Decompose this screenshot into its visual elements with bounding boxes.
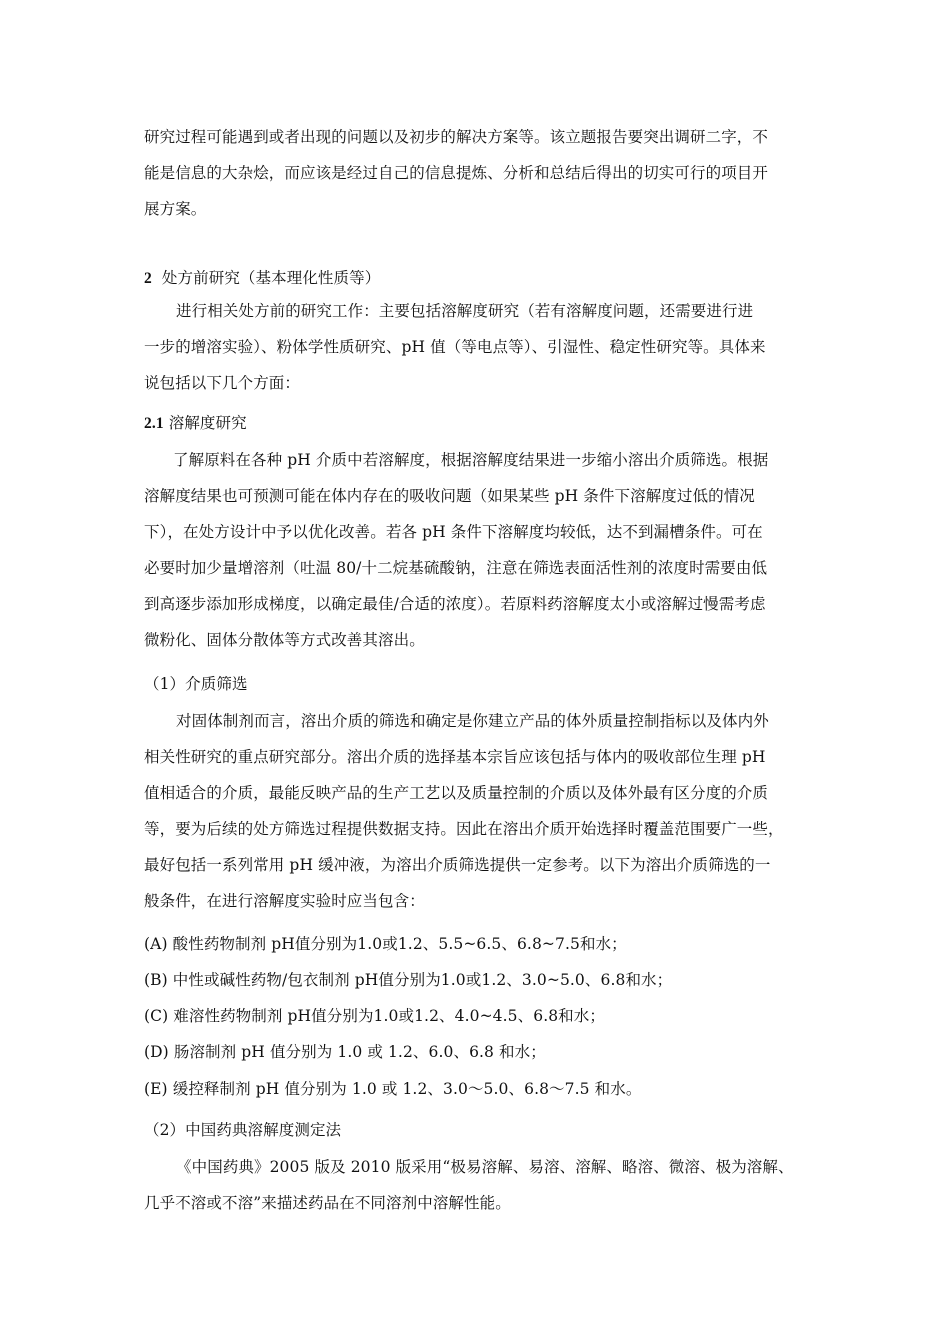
paragraph-line: 相关性研究的重点研究部分。溶出介质的选择基本宗旨应该包括与体内的吸收部位生理 pH (144, 748, 766, 766)
paragraph-line: 般条件，在进行溶解度实验时应当包含： (144, 892, 425, 910)
item-heading: （2）中国药典溶解度测定法 (144, 1121, 342, 1139)
list-item: (E) 缓控释制剂 pH 值分别为 1.0 或 1.2、3.0～5.0、6.8～7.5 和水。 (144, 1080, 642, 1098)
paragraph-line: 到高逐步添加形成梯度，以确定最佳/合适的浓度）。若原料药溶解度太小或溶解过慢需考虑 (144, 595, 766, 613)
paragraph-line: 几乎不溶或不溶”来描述药品在不同溶剂中溶解性能。 (144, 1194, 511, 1212)
paragraph-line: 进行相关处方前的研究工作：主要包括溶解度研究（若有溶解度问题，还需要进行进 (176, 302, 754, 320)
paragraph-line: 必要时加少量增溶剂（吐温 80/十二烷基硫酸钠，注意在筛选表面活性剂的浓度时需要由低 (144, 559, 768, 577)
section-title: 处方前研究（基本理化性质等） (161, 269, 381, 287)
list-item: (A) 酸性药物制剂 pH值分别为1.0或1.2、5.5~6.5、6.8~7.5和水； (144, 935, 627, 953)
paragraph-line: 等，要为后续的处方筛选过程提供数据支持。因此在溶出介质开始选择时覆盖范围要广一些， (144, 820, 784, 838)
paragraph-line: 对固体制剂而言，溶出介质的筛选和确定是你建立产品的体外质量控制指标以及体内外 (176, 712, 769, 730)
subsection-title: 溶解度研究 (168, 414, 247, 432)
subsection-heading (144, 412, 810, 435)
paragraph-line: 一步的增溶实验）、粉体学性质研究、pH 值（等电点等）、引湿性、稳定性研究等。具体来 (144, 338, 766, 356)
list-item: (B) 中性或碱性药物/包衣制剂 pH值分别为1.0或1.2、3.0~5.0、6.8和水； (144, 971, 673, 989)
paragraph-line: 最好包括一系列常用 pH 缓冲液，为溶出介质筛选提供一定参考。以下为溶出介质筛选的一 (144, 856, 771, 874)
section-number: 2 (144, 270, 152, 287)
list-item: (C) 难溶性药物制剂 pH值分别为1.0或1.2、4.0~4.5、6.8和水； (144, 1007, 605, 1025)
paragraph-line: 能是信息的大杂烩，而应该是经过自己的信息提炼、分析和总结后得出的切实可行的项目开 (144, 164, 769, 182)
item-heading: （1）介质筛选 (144, 675, 248, 693)
subsection-number: 2.1 (144, 415, 164, 432)
paragraph-line: 溶解度结果也可预测可能在体内存在的吸收问题（如果某些 pH 条件下溶解度过低的情况 (144, 487, 755, 505)
paragraph-line: 《中国药典》2005 版及 2010 版采用“极易溶解、易溶、溶解、略溶、微溶、极为溶解、 (176, 1158, 794, 1176)
paragraph-line: 研究过程可能遇到或者出现的问题以及初步的解决方案等。该立题报告要突出调研二字，不 (144, 128, 769, 146)
paragraph-line: 值相适合的介质，最能反映产品的生产工艺以及质量控制的介质以及体外最有区分度的介质 (144, 784, 769, 802)
paragraph-line: 下），在处方设计中予以优化改善。若各 pH 条件下溶解度均较低，达不到漏槽条件。可在 (144, 523, 763, 541)
paragraph-line: 说包括以下几个方面： (144, 374, 301, 392)
section-heading (144, 267, 810, 290)
paragraph-line: 展方案。 (144, 200, 207, 218)
paragraph-line: 了解原料在各种 pH 介质中若溶解度，根据溶解度结果进一步缩小溶出介质筛选。根据 (173, 451, 769, 469)
paragraph-line: 微粉化、固体分散体等方式改善其溶出。 (144, 631, 425, 649)
list-item: (D) 肠溶制剂 pH 值分别为 1.0 或 1.2、6.0、6.8 和水； (144, 1043, 546, 1061)
